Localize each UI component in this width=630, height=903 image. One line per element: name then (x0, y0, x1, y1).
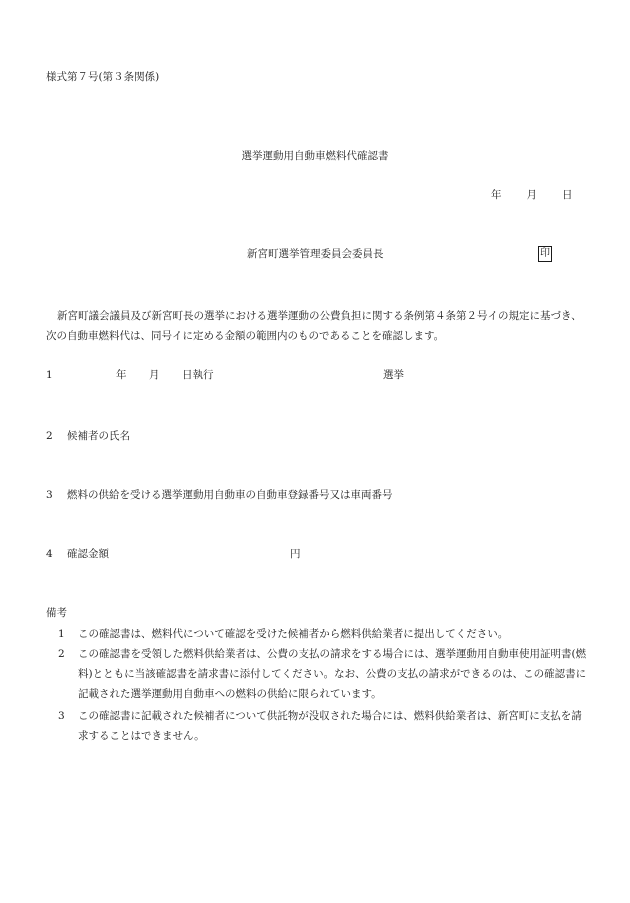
date-year-label: 年 (491, 189, 502, 201)
body-paragraph: 新宮町議会議員及び新宮町長の選挙における選挙運動の公費負担に関する条例第４条第２号イの規定に基づき、次の自動車燃料代は、同号イに定める金額の範囲内のものであることを確認します。 (46, 310, 582, 342)
remark-text: この確認書を受領した燃料供給業者は、公費の支払の請求をする場合には、選挙運動用自動車使用証明書(燃料)とともに当該確認書を請求書に添付してください。なお、公費の支払の請求ができるのは、この確認書に記載された選挙運動用自動車への燃料の供給に限られています。 (78, 648, 587, 700)
item-1-number: 1 (46, 369, 53, 381)
date-month-label: 月 (526, 189, 537, 201)
remark-item (58, 644, 590, 704)
item-1-month-label: 月 (149, 369, 160, 381)
remark-text: この確認書に記載された候補者について供託物が没収された場合には、燃料供給業者は、新宮町に支払を請求することはできません。 (78, 710, 582, 742)
item-3-number: 3 (46, 489, 53, 501)
remark-number: 2 (58, 648, 65, 660)
item-1-year-label: 年 (116, 369, 127, 381)
remark-item (58, 624, 590, 644)
recipient-title: 新宮町選挙管理委員会委員長 (247, 248, 384, 260)
form-number: 様式第７号(第３条関係) (46, 71, 160, 83)
date-day-label: 日 (562, 189, 573, 201)
remark-number: 1 (58, 628, 65, 640)
item-1-election-label: 選挙 (383, 369, 404, 381)
seal-mark: 印 (538, 246, 552, 262)
item-2-number: 2 (46, 430, 53, 442)
item-4-number: 4 (46, 548, 53, 560)
item-4-label: 確認金額 (67, 548, 109, 560)
item-4-unit: 円 (290, 548, 301, 560)
item-2-label: 候補者の氏名 (67, 430, 130, 442)
remark-number: 3 (58, 710, 65, 722)
remark-text: この確認書は、燃料代について確認を受けた候補者から燃料供給業者に提出してください。 (78, 628, 509, 640)
item-1-day-executed-label: 日執行 (182, 369, 214, 381)
document-title: 選挙運動用自動車燃料代確認書 (241, 150, 389, 162)
date-line (491, 188, 573, 202)
remark-item (58, 706, 590, 746)
item-3-label: 燃料の供給を受ける選挙運動用自動車の自動車登録番号又は車両番号 (67, 489, 393, 501)
remarks-heading: 備考 (46, 607, 67, 619)
